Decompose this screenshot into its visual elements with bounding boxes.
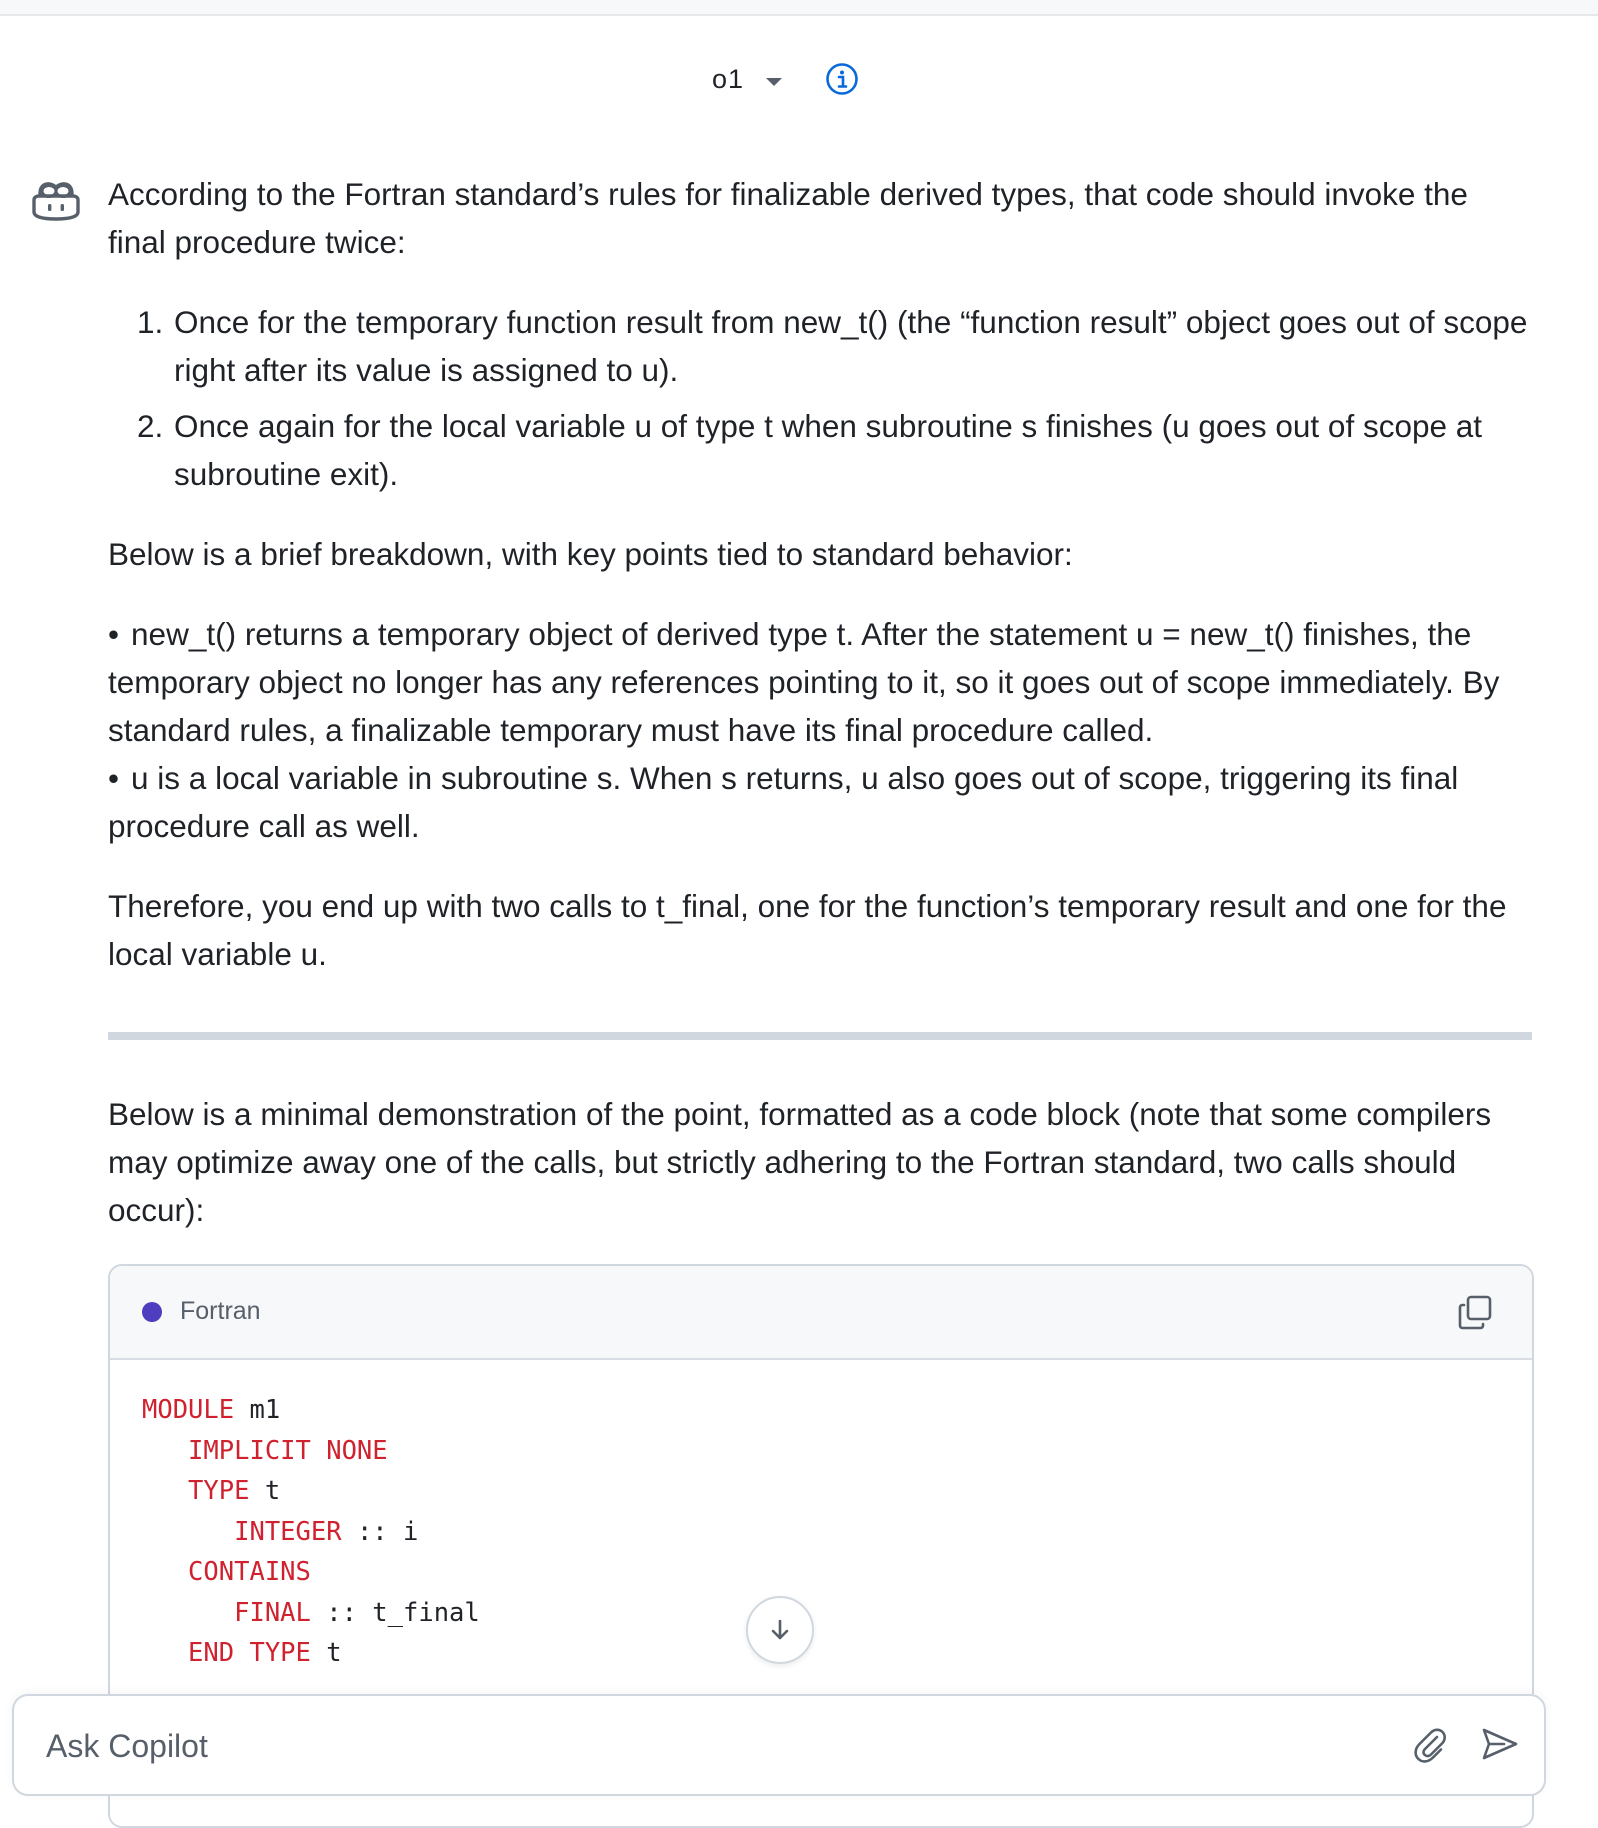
code-text: t [249, 1476, 281, 1506]
window-top-border [0, 0, 1598, 16]
conclusion: Therefore, you end up with two calls to t_final, one for the function’s temporary result and one for the local variable u. [108, 888, 1507, 972]
code-language-label: Fortran [180, 1297, 261, 1325]
code-keyword: CONTAINS [142, 1557, 311, 1587]
code-content [110, 1360, 1532, 1674]
list-item: 2. Once again for the local variable u of type t when subroutine s finishes (u goes out of scope at subroutine exit). [172, 402, 1534, 498]
copy-icon[interactable] [1456, 1294, 1494, 1332]
code-keyword: INTEGER [142, 1516, 342, 1547]
code-keyword: IMPLICIT NONE [142, 1435, 388, 1466]
assistant-message [108, 170, 1534, 978]
code-keyword: TYPE [142, 1476, 250, 1506]
bullet-text: u is a local variable in subroutine s. When s returns, u also goes out of scope, triggering its final procedure call as well. [108, 760, 1459, 844]
code-line [142, 1633, 1532, 1674]
code-line [142, 1593, 1532, 1634]
model-label: o1 [712, 64, 745, 94]
ask-copilot-input[interactable] [44, 1720, 1388, 1772]
breakdown-intro: Below is a brief breakdown, with key points tied to standard behavior: [108, 536, 1073, 572]
code-line [142, 1471, 1532, 1512]
model-selector[interactable] [712, 64, 782, 95]
code-line [142, 1512, 1532, 1553]
reasons-list [108, 298, 1534, 498]
code-keyword: FINAL [142, 1597, 311, 1628]
bullet-dot: • [108, 760, 120, 796]
answer-intro: According to the Fortran standard’s rules for finalizable derived types, that code should invoke the final procedure twice: [108, 176, 1468, 260]
send-icon[interactable] [1480, 1724, 1520, 1764]
code-keyword: MODULE [142, 1395, 235, 1425]
composer [12, 1694, 1546, 1796]
arrow-down-icon [767, 1617, 793, 1643]
code-line [142, 1390, 1532, 1431]
scroll-to-bottom-button[interactable] [746, 1596, 814, 1664]
bullet-dot: • [108, 616, 120, 652]
info-icon[interactable] [825, 62, 859, 96]
chevron-down-icon [766, 78, 782, 86]
demo-intro: Below is a minimal demonstration of the point, formatted as a code block (note that some compilers may optimize away one of the calls, but strictly adhering to the Fortran standard, two calls should occur): [108, 1096, 1492, 1228]
language-color-dot [142, 1302, 162, 1322]
list-item [108, 754, 1534, 850]
code-line [142, 1431, 1532, 1472]
copilot-icon [30, 178, 82, 222]
code-text: :: i [341, 1516, 419, 1547]
code-keyword: END TYPE [142, 1638, 311, 1668]
model-bar [0, 62, 1598, 102]
bullet-text: new_t() returns a temporary object of derived type t. After the statement u = new_t() finishes, the temporary object no longer has any references pointing to it, so it goes out of scope immediately. By standard rules, a finalizable temporary must have its final procedure called. [108, 616, 1500, 748]
code-text: m1 [234, 1395, 281, 1425]
paperclip-icon[interactable] [1410, 1724, 1450, 1764]
code-text: :: t_final [310, 1597, 480, 1628]
section-divider [108, 1032, 1532, 1040]
code-block-header [110, 1266, 1532, 1360]
list-item: 1. Once for the temporary function result from new_t() (the “function result” object goes out of scope right after its value is assigned to u). [172, 298, 1534, 394]
code-text: t [310, 1638, 342, 1668]
list-item [108, 610, 1534, 754]
bullet-list [108, 610, 1534, 850]
code-line [142, 1552, 1532, 1593]
